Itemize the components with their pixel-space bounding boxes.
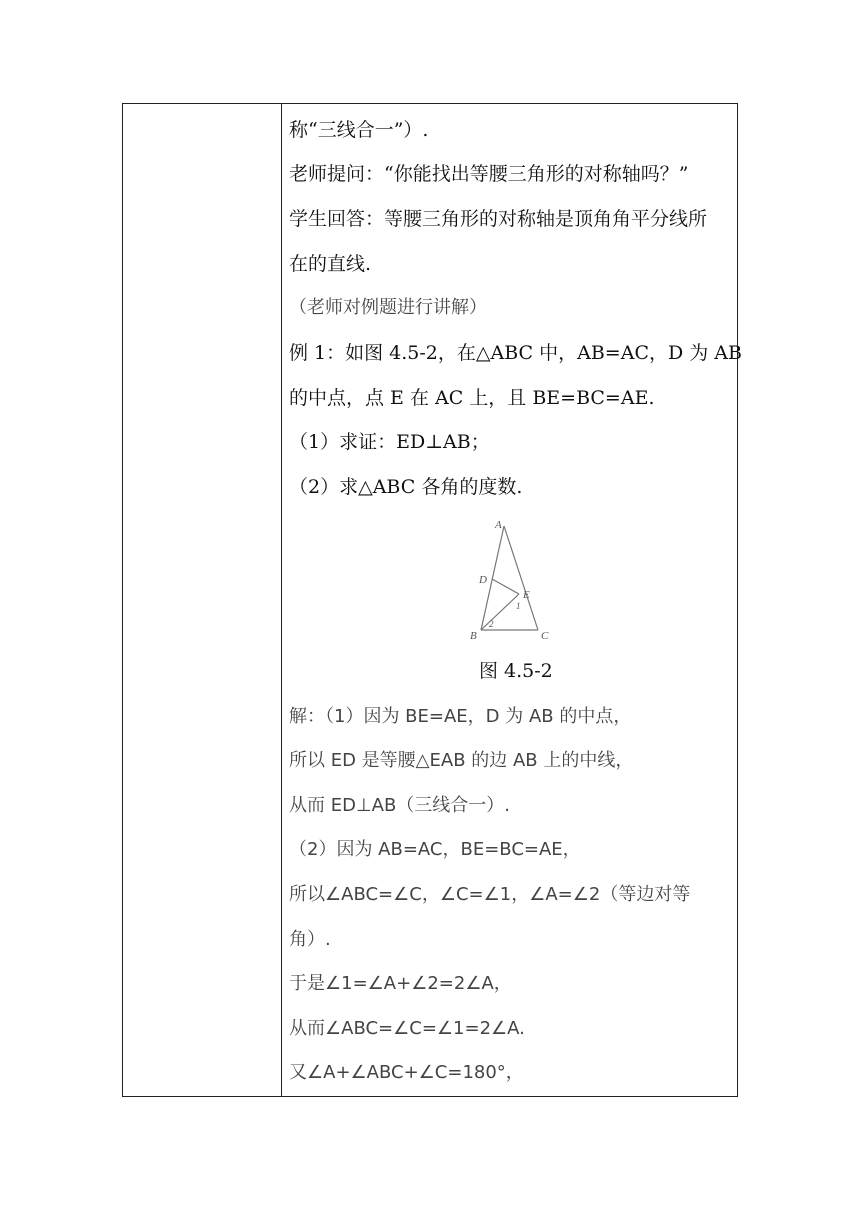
text-line-2: 老师提问：“你能找出等腰三角形的对称轴吗？” [289, 163, 689, 185]
side-ac [504, 526, 538, 630]
triangle-diagram [461, 515, 561, 639]
label-b: B [470, 630, 477, 639]
example-line-1: 例 1：如图 4.5-2，在△ABC 中，AB=AC，D 为 AB [289, 342, 742, 364]
solution-line-2: 所以 ED 是等腰△EAB 的边 AB 上的中线， [289, 750, 634, 771]
question-2: （2）求△ABC 各角的度数. [289, 476, 523, 498]
figure-caption: 图 4.5-2 [479, 660, 553, 682]
text-line-5: （老师对例题进行讲解） [289, 297, 487, 318]
label-c: C [541, 630, 549, 639]
solution-line-8: 从而∠ABC=∠C=∠1=2∠A. [289, 1018, 525, 1039]
question-1: （1）求证：ED⊥AB； [289, 431, 490, 453]
triangle-figure [461, 515, 561, 643]
text-line-1: 称“三线合一”）. [289, 119, 429, 141]
text-line-3: 学生回答：等腰三角形的对称轴是顶角角平分线所 [289, 208, 708, 230]
solution-line-1: 解：（1）因为 BE=AE，D 为 AB 的中点， [289, 706, 632, 727]
text-line-4: 在的直线. [289, 253, 372, 275]
solution-line-3: 从而 ED⊥AB（三线合一）. [289, 795, 511, 816]
label-angle-1: 1 [516, 601, 521, 611]
label-angle-2: 2 [489, 619, 494, 629]
column-divider [281, 104, 282, 1096]
label-e: E [523, 589, 530, 601]
example-line-2: 的中点，点 E 在 AC 上，且 BE=BC=AE. [289, 387, 655, 409]
solution-line-4: （2）因为 AB=AC，BE=BC=AE， [289, 839, 581, 860]
solution-line-9: 又∠A+∠ABC+∠C=180°， [289, 1062, 524, 1083]
label-a: A [495, 519, 502, 531]
solution-line-5: 所以∠ABC=∠C，∠C=∠1，∠A=∠2（等边对等 [289, 884, 691, 905]
solution-line-6: 角）. [289, 929, 331, 950]
segment-de [492, 579, 519, 594]
lesson-table [122, 103, 742, 1097]
label-d: D [479, 574, 487, 586]
solution-line-7: 于是∠1=∠A+∠2=2∠A， [289, 973, 512, 994]
segment-be [481, 594, 519, 630]
